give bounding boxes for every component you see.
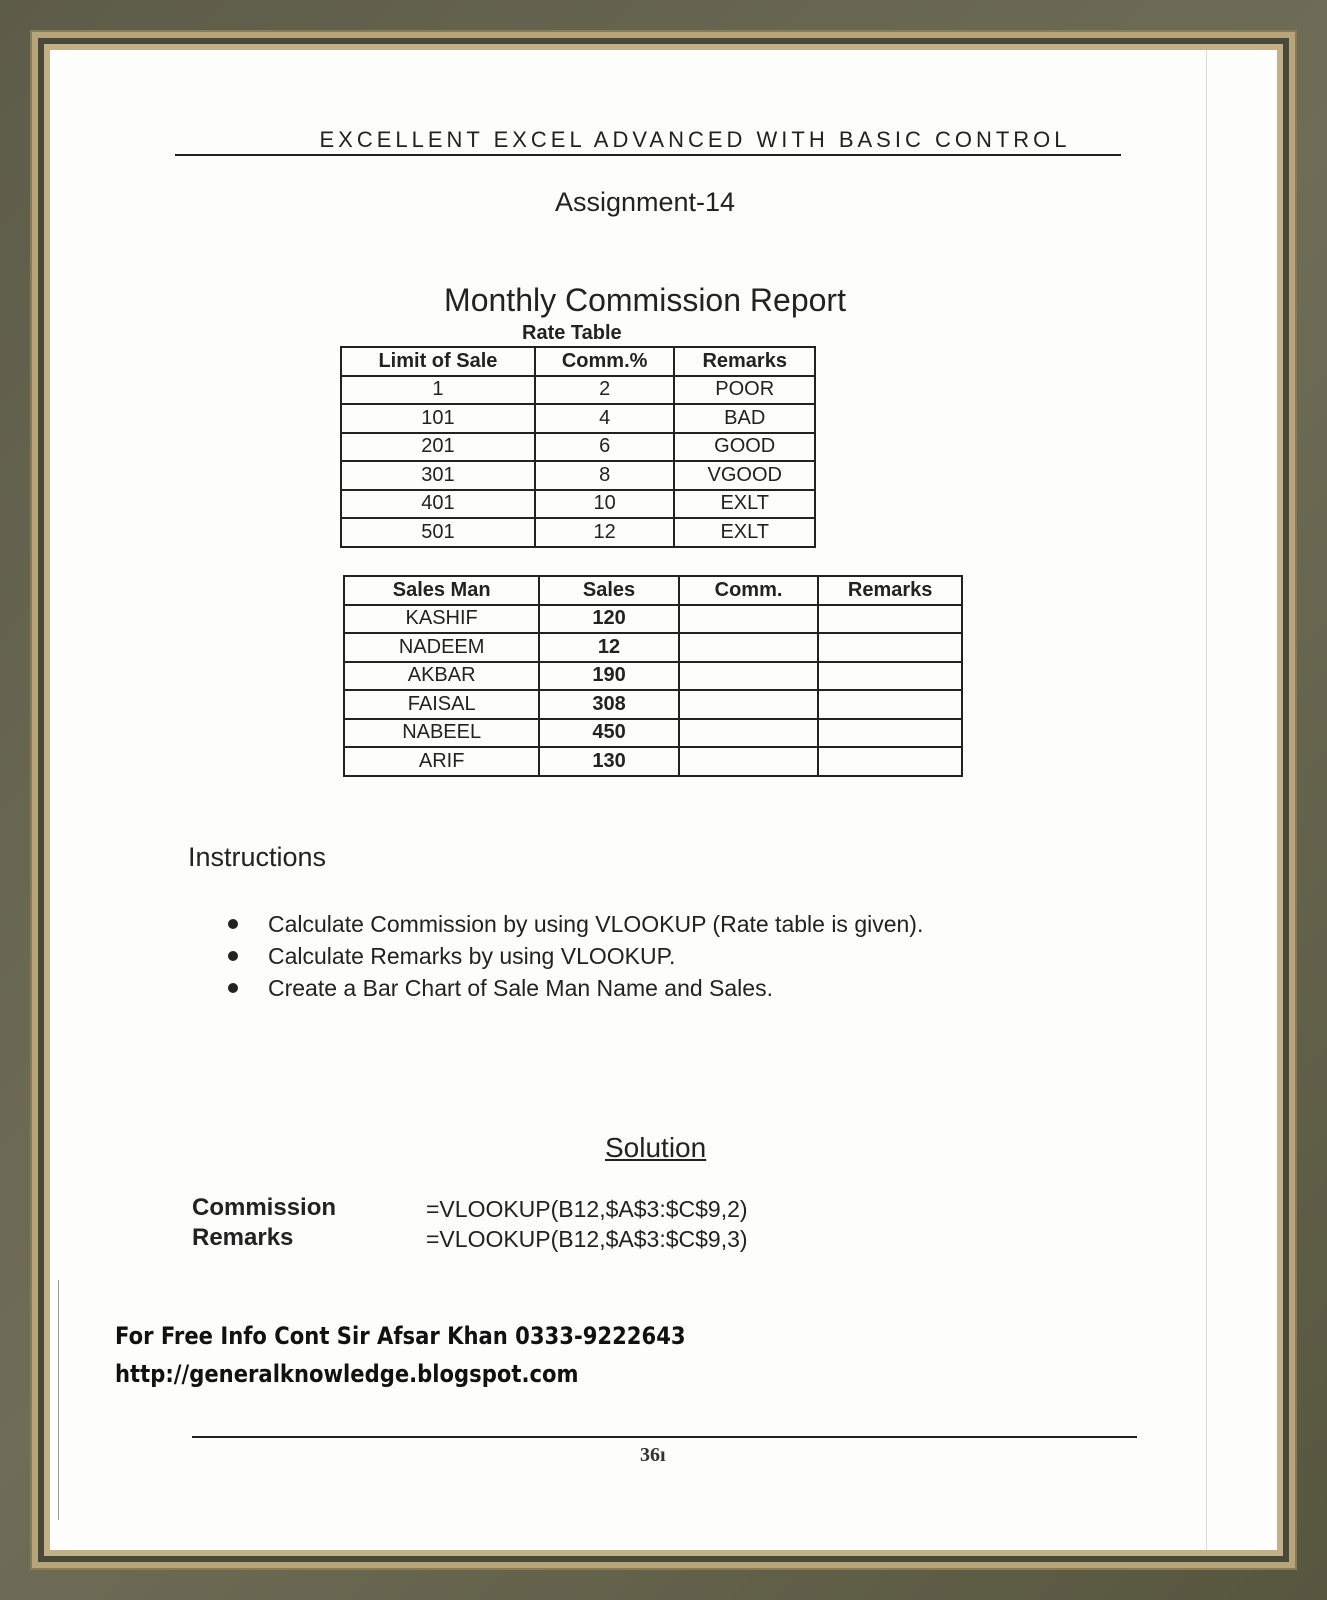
rate-cell: 101 [341,404,535,433]
remarks-label: Remarks [192,1224,294,1251]
instruction-text: Calculate Commission by using VLOOKUP (Rate table is given). [268,911,924,937]
rate-cell: 2 [535,376,675,405]
footer-rule [192,1436,1137,1438]
rate-cell: 501 [341,518,535,547]
rate-cell: EXLT [674,518,815,547]
rate-cell: 6 [535,433,675,462]
commission-formula: =VLOOKUP(B12,$A$3:$C$9,2) [426,1196,748,1222]
salesman-cell: FAISAL [344,690,539,719]
sales-cell: 12 [539,633,678,662]
rate-cell: 1 [341,376,535,405]
salesman-cell: NADEEM [344,633,539,662]
header-rule [175,154,1121,156]
rate-cell: 8 [535,461,675,490]
table-row [341,490,815,519]
table-row [341,518,815,547]
rate-header-remarks: Remarks [674,347,815,376]
contact-url: http://generalknowledge.blogspot.com [115,1360,579,1388]
sales-cell: 120 [539,605,678,634]
rate-cell: 12 [535,518,675,547]
assignment-title: Assignment-14 [554,187,736,217]
scan-edge-line [58,1280,59,1520]
commission-label: Commission [192,1194,337,1221]
sales-header-comm: Comm. [679,576,819,605]
instruction-text: Create a Bar Chart of Sale Man Name and Sales. [268,975,773,1001]
rate-table-header-row [341,347,815,376]
bullet-icon [228,951,238,961]
sales-table [343,575,963,777]
table-row [341,433,815,462]
comm-cell [679,605,819,634]
rate-header-limit: Limit of Sale [341,347,535,376]
salesman-cell: AKBAR [344,662,539,691]
rate-cell: GOOD [674,433,815,462]
table-row [344,690,962,719]
rate-cell: EXLT [674,490,815,519]
book-header: EXCELLENT EXCEL ADVANCED WITH BASIC CONTROL [319,127,1071,152]
report-title: Monthly Commission Report [444,282,846,318]
table-row [344,605,962,634]
sales-header-sales: Sales [539,576,678,605]
rate-cell: VGOOD [674,461,815,490]
instruction-text: Calculate Remarks by using VLOOKUP. [268,943,676,969]
list-item [228,940,923,972]
table-row [341,404,815,433]
table-row [344,662,962,691]
sales-table-header-row [344,576,962,605]
sales-cell: 450 [539,719,678,748]
table-row [344,719,962,748]
comm-cell [679,662,819,691]
table-row [341,376,815,405]
comm-cell [679,747,819,776]
sales-cell: 190 [539,662,678,691]
scan-edge-line-right [1206,50,1207,1550]
list-item [228,972,923,1004]
salesman-cell: NABEEL [344,719,539,748]
remarks-cell [818,662,962,691]
comm-cell [679,690,819,719]
contact-info: For Free Info Cont Sir Afsar Khan 0333-9222643 [115,1322,686,1350]
remarks-cell [818,719,962,748]
rate-cell: 4 [535,404,675,433]
comm-cell [679,719,819,748]
remarks-cell [818,747,962,776]
salesman-cell: ARIF [344,747,539,776]
sales-cell: 130 [539,747,678,776]
table-row [344,747,962,776]
comm-cell [679,633,819,662]
solution-title: Solution [605,1132,707,1163]
rate-header-comm: Comm.% [535,347,675,376]
rate-cell: 301 [341,461,535,490]
instructions-title: Instructions [188,842,327,872]
rate-table [340,346,816,548]
sales-cell: 308 [539,690,678,719]
list-item [228,908,923,940]
bullet-icon [228,919,238,929]
bullet-icon [228,983,238,993]
rate-cell: POOR [674,376,815,405]
rate-table-caption: Rate Table [522,322,622,344]
sales-header-remarks: Remarks [818,576,962,605]
rate-cell: BAD [674,404,815,433]
rate-cell: 201 [341,433,535,462]
remarks-cell [818,690,962,719]
page-number: 36ı [640,1444,666,1466]
instructions-list [228,908,923,1004]
table-row [344,633,962,662]
remarks-cell [818,633,962,662]
rate-cell: 10 [535,490,675,519]
remarks-cell [818,605,962,634]
scanned-page [50,50,1277,1550]
rate-cell: 401 [341,490,535,519]
remarks-formula: =VLOOKUP(B12,$A$3:$C$9,3) [426,1226,748,1252]
table-row [341,461,815,490]
sales-header-salesman: Sales Man [344,576,539,605]
salesman-cell: KASHIF [344,605,539,634]
